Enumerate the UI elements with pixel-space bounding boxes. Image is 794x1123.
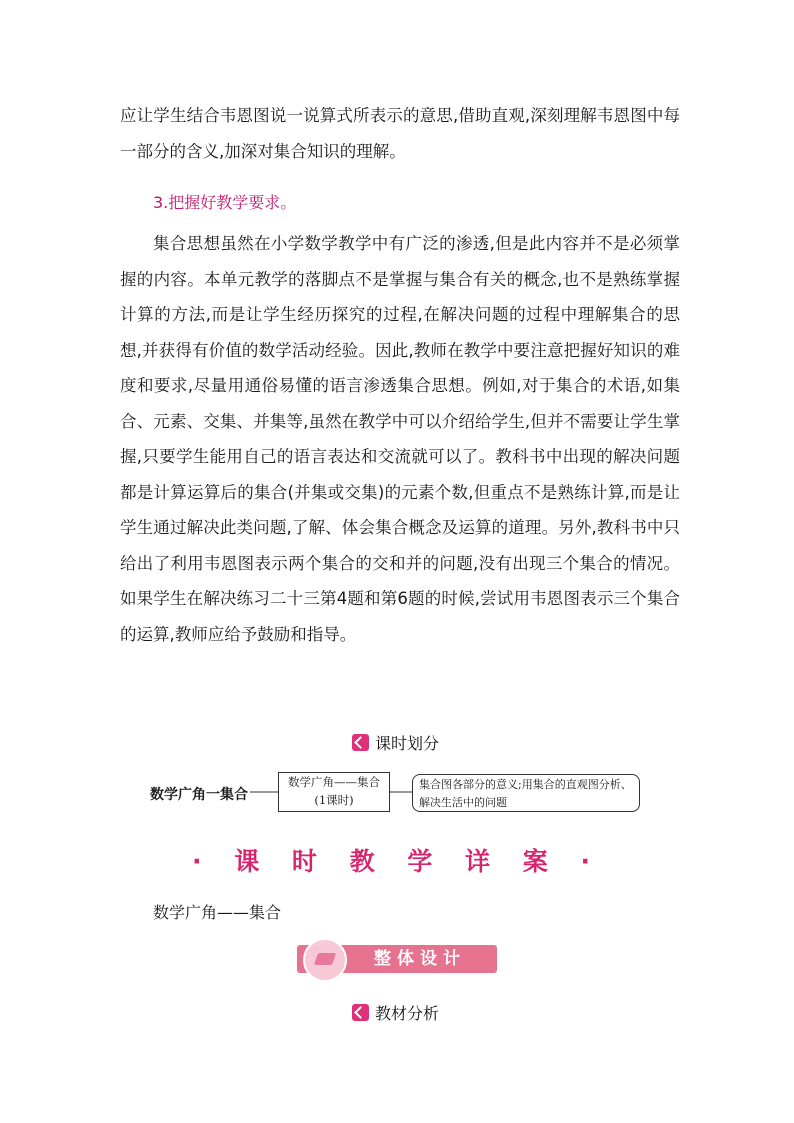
section-lesson-division [352, 731, 439, 754]
diagram-goal-box: 集合图各部分的意义;用集合的直观图分析、解决生活中的问题 [412, 774, 640, 812]
bookmark-icon [352, 734, 369, 751]
paragraph-1: 应让学生结合韦恩图说一说算式所表示的意思,借助直观,深刻理解韦恩图中每一部分的含义,加深对集合知识的理解。 [120, 106, 680, 161]
bookmark-icon [352, 1004, 369, 1021]
section-material-analysis [352, 1001, 439, 1024]
book-icon [303, 938, 347, 982]
section-material-analysis-label: 教材分析 [375, 1004, 440, 1023]
diagram-lesson-box [278, 772, 390, 812]
section-lesson-division-label: 课时划分 [375, 734, 440, 753]
lesson-diagram [150, 770, 650, 820]
diagram-lesson-name: 数学广角——集合 [288, 775, 380, 789]
heading-3: 3.把握好教学要求。 [153, 193, 297, 212]
sub-title: 数学广角——集合 [153, 903, 282, 922]
design-label: 整体设计 [374, 949, 466, 969]
diagram-lesson-hours: (1课时) [314, 793, 354, 807]
diagram-unit: 数学广角一集合 [150, 787, 248, 803]
lesson-plan-title: · 课 时 教 学 详 案 · [192, 847, 602, 876]
paragraph-2: 集合思想虽然在小学数学教学中有广泛的渗透,但是此内容并不是必须掌握的内容。本单元教学的落脚点不是掌握与集合有关的概念,也不是熟练掌握计算的方法,而是让学生经历探究的过程,在解决问题的过程中理解集合的思想,并获得有价值的数学活动经验。因此,教师在教学中要注意把握好知识的难度和要求,尽量用通俗易懂的语言渗透集合思想。例如,对于集合的术语,如集合、元素、交集、并集等,虽然在教学中可以介绍给学生,但并不需要让学生掌握,只要学生能用自己的语言表达和交流就可以了。教科书中出现的解决问题都是计算运算后的集合(并集或交集)的元素个数,但重点不是熟练计算,而是让学生通过解决此类问题,了解、体会集合概念及运算的道理。另外,教科书中只给出了利用韦恩图表示两个集合的交和并的问题,没有出现三个集合的情况。如果学生在解决练习二十三第4题和第6题的时候,尝试用韦恩图表示三个集合的运算,教师应给予鼓励和指导。 [120, 234, 680, 644]
